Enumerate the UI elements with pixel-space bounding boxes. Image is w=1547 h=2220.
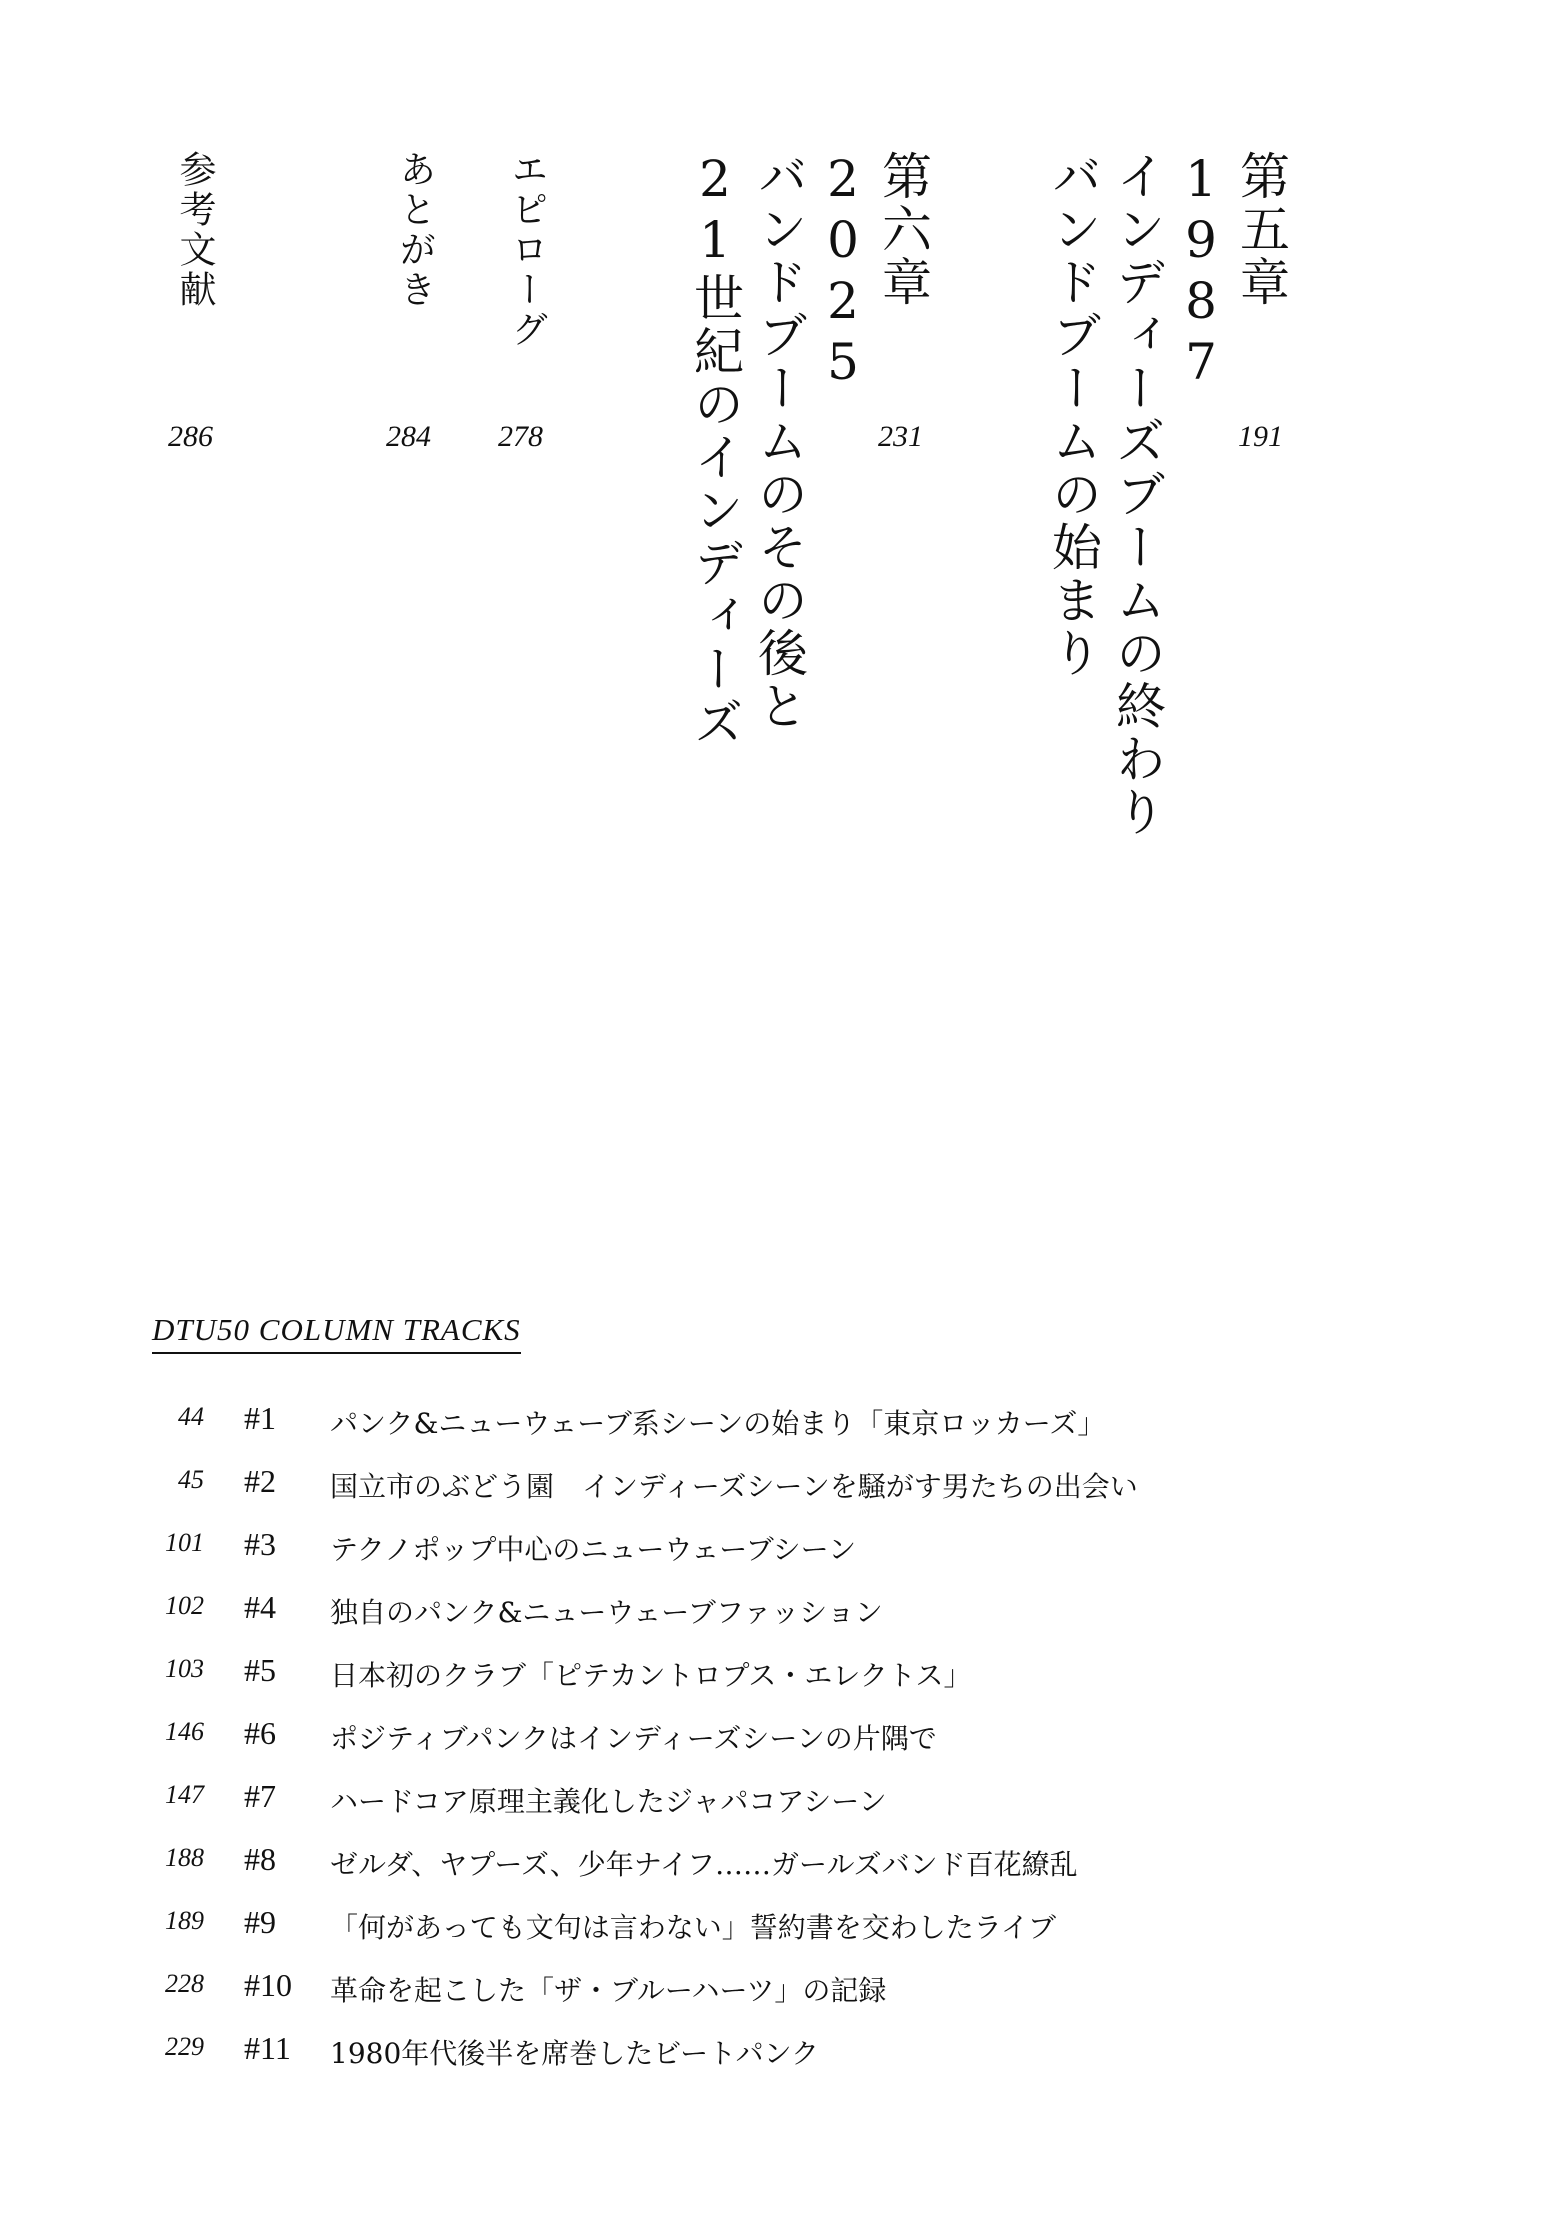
track-title: 「何があっても文句は言わない」誓約書を交わしたライブ [330, 1911, 1057, 1944]
track-number: #1 [244, 1400, 276, 1436]
track-title: 日本初のクラブ「ピテカントロプス・エレクトス」 [330, 1659, 972, 1692]
chapter5-page-number: 191 [1238, 420, 1283, 453]
track-page: 103 [165, 1654, 204, 1683]
list-item [0, 1904, 1547, 1944]
track-title: 独自のパンク&ニューウェーブファッション [330, 1596, 883, 1629]
track-page: 229 [165, 2032, 204, 2061]
track-page: 189 [165, 1906, 204, 1935]
chapter6-title-line2: 21世紀のインディーズ [686, 150, 744, 749]
chapter5-label: 第五章 [1232, 150, 1290, 309]
track-number: #8 [244, 1841, 276, 1877]
list-item [0, 1967, 1547, 2007]
track-title: パンク&ニューウェーブ系シーンの始まり「東京ロッカーズ」 [330, 1407, 1106, 1440]
chapter5-title-line1: インディーズブームの終わり [1108, 150, 1166, 839]
track-number: #9 [244, 1904, 276, 1940]
track-page: 188 [165, 1843, 204, 1872]
chapter6-label: 第六章 [874, 150, 932, 309]
track-page: 102 [165, 1591, 204, 1620]
list-item [0, 2030, 1547, 2070]
chapter6-year: 2025 [814, 150, 872, 394]
chapter5-title-line2: バンドブームの始まり [1044, 150, 1102, 680]
references-page-number: 286 [168, 420, 213, 453]
list-item [0, 1715, 1547, 1755]
column-tracks-heading: DTU50 COLUMN TRACKS [152, 1312, 521, 1354]
list-item [0, 1841, 1547, 1881]
track-page: 45 [178, 1465, 204, 1494]
chapter5-year: 1987 [1172, 150, 1230, 394]
track-number: #3 [244, 1526, 276, 1562]
list-item [0, 1589, 1547, 1629]
afterword-label: あとがき [393, 150, 436, 310]
list-item [0, 1400, 1547, 1440]
track-number: #11 [244, 2030, 291, 2066]
track-number: #5 [244, 1652, 276, 1688]
track-number: #10 [244, 1967, 292, 2003]
track-title: 1980年代後半を席巻したビートパンク [330, 2037, 820, 2070]
chapter6-page-number: 231 [878, 420, 923, 453]
track-page: 228 [165, 1969, 204, 1998]
list-item [0, 1652, 1547, 1692]
chapter6-title-line1: バンドブームのその後と [750, 150, 808, 733]
track-page: 147 [165, 1780, 204, 1809]
track-title: 革命を起こした「ザ・ブルーハーツ」の記録 [330, 1974, 887, 2007]
epilogue-label: エピローグ [505, 150, 548, 350]
afterword-page-number: 284 [386, 420, 431, 453]
track-page: 146 [165, 1717, 204, 1746]
track-number: #6 [244, 1715, 276, 1751]
track-page: 101 [165, 1528, 204, 1557]
track-title: ポジティブパンクはインディーズシーンの片隅で [330, 1722, 937, 1755]
track-page: 44 [178, 1402, 204, 1431]
list-item [0, 1778, 1547, 1818]
epilogue-page-number: 278 [498, 420, 543, 453]
list-item [0, 1463, 1547, 1503]
track-number: #2 [244, 1463, 276, 1499]
track-title: 国立市のぶどう園 インディーズシーンを騒がす男たちの出会い [330, 1470, 1138, 1503]
track-number: #7 [244, 1778, 276, 1814]
list-item [0, 1526, 1547, 1566]
track-number: #4 [244, 1589, 276, 1625]
references-label: 参考文献 [173, 150, 216, 310]
track-title: ハードコア原理主義化したジャパコアシーン [330, 1785, 887, 1818]
track-title: テクノポップ中心のニューウェーブシーン [330, 1533, 857, 1566]
track-title: ゼルダ、ヤプーズ、少年ナイフ……ガールズバンド百花繚乱 [330, 1848, 1078, 1881]
